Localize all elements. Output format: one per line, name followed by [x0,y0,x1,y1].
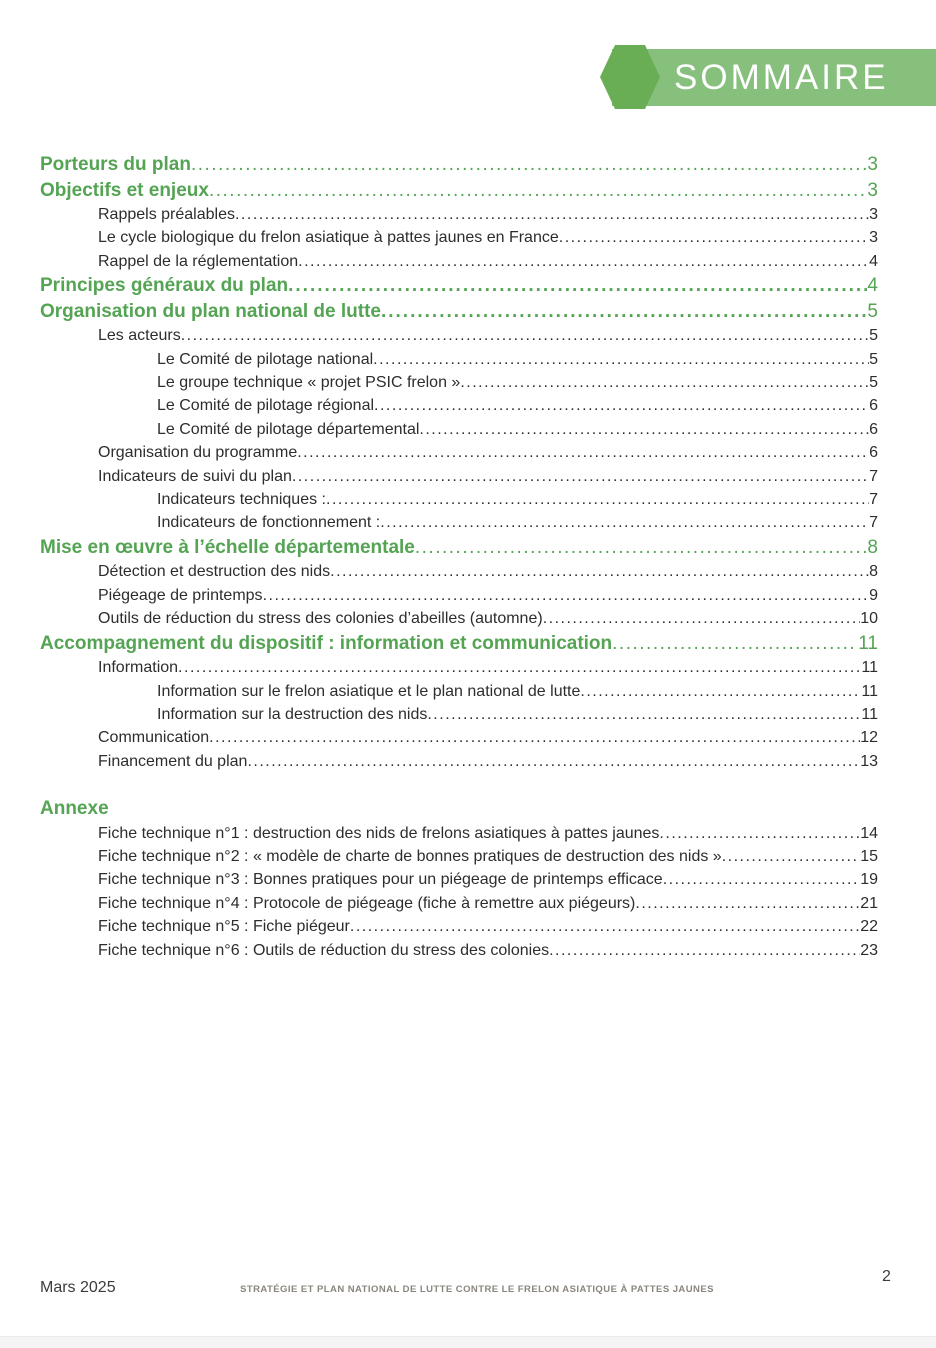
toc-entry[interactable] [40,152,878,178]
toc-leader-dots [178,656,861,679]
toc-entry[interactable] [40,939,878,962]
toc-entry[interactable] [40,394,878,417]
toc-page-number: 4 [867,275,878,297]
toc-page-number: 8 [867,536,878,558]
footer-page-number: 2 [882,1268,891,1285]
toc-entry-label: Indicateurs de fonctionnement : [157,514,381,532]
toc-leader-dots [559,226,869,249]
toc-entry[interactable] [40,796,878,822]
toc-leader-dots [288,273,867,299]
toc-entry-label: Le Comité de pilotage national [157,350,374,368]
toc-leader-dots [326,488,869,511]
toc-entry[interactable] [40,250,878,273]
toc-entry[interactable] [40,822,878,845]
toc-entry[interactable] [40,631,878,657]
toc-leader-dots [374,394,869,417]
toc-leader-dots [191,152,867,178]
toc-leader-dots [460,371,869,394]
toc-entry-label: Le cycle biologique du frelon asiatique à pattes jaunes en France [98,229,559,247]
toc-page-number: 6 [869,420,878,438]
toc-entry-label: Information sur la destruction des nids [157,705,428,723]
toc-entry[interactable] [40,868,878,891]
table-of-contents [40,152,878,962]
toc-entry[interactable] [40,511,878,534]
toc-page-number: 7 [869,467,878,485]
toc-entry-label: Information [98,659,179,677]
toc-page-number: 3 [869,206,878,223]
toc-leader-dots [292,465,869,488]
toc-leader-dots [209,178,867,204]
toc-entry[interactable] [40,607,878,630]
toc-page-number: 11 [861,682,878,700]
toc-page-number: 19 [860,871,878,889]
toc-leader-dots [419,418,869,441]
toc-entry-label: Information sur le frelon asiatique et le plan national de lutte [157,682,581,700]
toc-page-number: 11 [861,659,878,677]
toc-entry[interactable] [40,371,878,394]
toc-page-number: 5 [867,300,878,322]
toc-entry-label: Porteurs du plan [40,154,191,175]
toc-entry-label: Fiche technique n°6 : Outils de réduction du stress des colonies [98,941,550,959]
toc-entry-label: Le groupe technique « projet PSIC frelon » [157,374,461,392]
toc-page-number: 7 [869,514,878,532]
toc-leader-dots [350,915,860,938]
toc-leader-dots [549,939,860,962]
toc-page-number: 23 [860,941,878,959]
toc-entry-label: Objectifs et enjeux [40,179,209,201]
toc-entry[interactable] [40,324,878,347]
toc-leader-dots [659,822,860,845]
toc-entry-label: Outils de réduction du stress des colonies d’abeilles (automne) [98,610,543,628]
toc-entry[interactable] [40,680,878,703]
toc-page-number: 9 [869,586,878,604]
toc-entry-label: Le Comité de pilotage départemental [157,420,420,438]
toc-leader-dots [543,607,861,630]
toc-entry[interactable] [40,488,878,511]
toc-entry[interactable] [40,535,878,561]
toc-entry-label: Fiche technique n°2 : « modèle de charte de bonnes pratiques de destruction des nids » [98,848,722,866]
toc-page-number: 11 [861,705,878,723]
toc-page-number: 6 [869,444,878,462]
toc-entry-label: Les acteurs [98,327,181,345]
toc-entry-label: Fiche technique n°4 : Protocole de piégeage (fiche à remettre aux piégeurs) [98,894,636,912]
toc-entry-label: Piégeage de printemps [98,586,263,604]
toc-leader-dots [235,203,869,226]
toc-page-number: 11 [858,632,878,654]
toc-entry[interactable] [40,560,878,583]
toc-page-number: 5 [869,327,878,345]
toc-page-number: 15 [860,848,878,866]
toc-entry-label: Fiche technique n°5 : Fiche piégeur [98,918,350,936]
viewer-bottom-strip [0,1336,936,1348]
toc-entry[interactable] [40,656,878,679]
toc-page-number: 5 [869,350,878,368]
toc-leader-dots [663,868,861,891]
toc-entry-label: Communication [98,729,210,747]
sommaire-banner [612,49,936,106]
toc-entry-label: Principes généraux du plan [40,275,289,297]
toc-page-number: 22 [860,918,878,936]
toc-page-number: 12 [860,729,878,747]
toc-entry-label: Rappel de la réglementation [98,252,299,270]
toc-page-number: 7 [869,491,878,509]
toc-page-number: 14 [860,824,878,842]
toc-leader-dots [297,441,869,464]
toc-leader-dots [380,511,869,534]
toc-leader-dots [181,324,869,347]
toc-entry[interactable] [40,273,878,299]
toc-page-number: 3 [869,229,878,247]
toc-entry-label: Organisation du plan national de lutte [40,300,381,322]
toc-leader-dots [263,584,870,607]
toc-entry-label: Rappels préalables [98,206,235,223]
toc-entry-label: Financement du plan [98,752,248,770]
toc-leader-dots [381,299,867,325]
toc-entry-label: Fiche technique n°3 : Bonnes pratiques pour un piégeage de printemps efficace [98,871,663,889]
toc-entry-label: Indicateurs techniques : [157,491,326,509]
toc-leader-dots [427,703,861,726]
toc-entry-label: Accompagnement du dispositif : information et communication [40,632,613,654]
toc-entry-label: Indicateurs de suivi du plan [98,467,292,485]
toc-page-number: 8 [869,563,878,581]
toc-entry[interactable] [40,915,878,938]
toc-page-number: 13 [860,752,878,770]
toc-leader-dots [580,680,861,703]
toc-entry[interactable] [40,348,878,371]
hexagon-icon [600,45,660,109]
toc-entry-label: Organisation du programme [98,444,298,462]
toc-entry[interactable] [40,465,878,488]
toc-leader-dots [415,535,868,561]
toc-entry[interactable] [40,726,878,749]
toc-entry[interactable] [40,299,878,325]
toc-entry-label: Détection et destruction des nids [98,563,331,581]
page-title: SOMMAIRE [674,58,889,97]
toc-entry[interactable] [40,892,878,915]
toc-entry[interactable] [40,703,878,726]
toc-leader-dots [635,892,860,915]
toc-entry-label: Le Comité de pilotage régional [157,397,375,415]
toc-page-number: 10 [860,610,878,628]
toc-entry[interactable] [40,203,878,226]
toc-entry[interactable] [40,845,878,868]
toc-leader-dots [612,631,858,657]
toc-entry[interactable] [40,750,878,773]
toc-leader-dots [722,845,861,868]
toc-entry[interactable] [40,441,878,464]
toc-entry[interactable] [40,418,878,441]
toc-leader-dots [247,750,860,773]
toc-leader-dots [298,250,869,273]
toc-entry[interactable] [40,178,878,204]
toc-leader-dots [209,726,860,749]
footer-date: Mars 2025 [40,1279,116,1296]
toc-page-number: 3 [867,179,878,201]
toc-entry[interactable] [40,226,878,249]
toc-page-number: 3 [867,154,878,175]
toc-page-number: 4 [869,252,878,270]
toc-page-number: 6 [869,397,878,415]
toc-leader-dots [373,348,869,371]
toc-leader-dots [330,560,869,583]
toc-entry-label: Annexe [40,798,109,820]
toc-entry-label: Mise en œuvre à l’échelle départementale [40,536,415,558]
toc-page-number: 5 [869,374,878,392]
toc-entry-label: Fiche technique n°1 : destruction des nids de frelons asiatiques à pattes jaunes [98,824,660,842]
toc-entry[interactable] [40,584,878,607]
footer-doc-title: STRATÉGIE ET PLAN NATIONAL DE LUTTE CONTRE LE FRELON ASIATIQUE À PATTES JAUNES [240,1284,714,1295]
toc-page-number: 21 [860,894,878,912]
